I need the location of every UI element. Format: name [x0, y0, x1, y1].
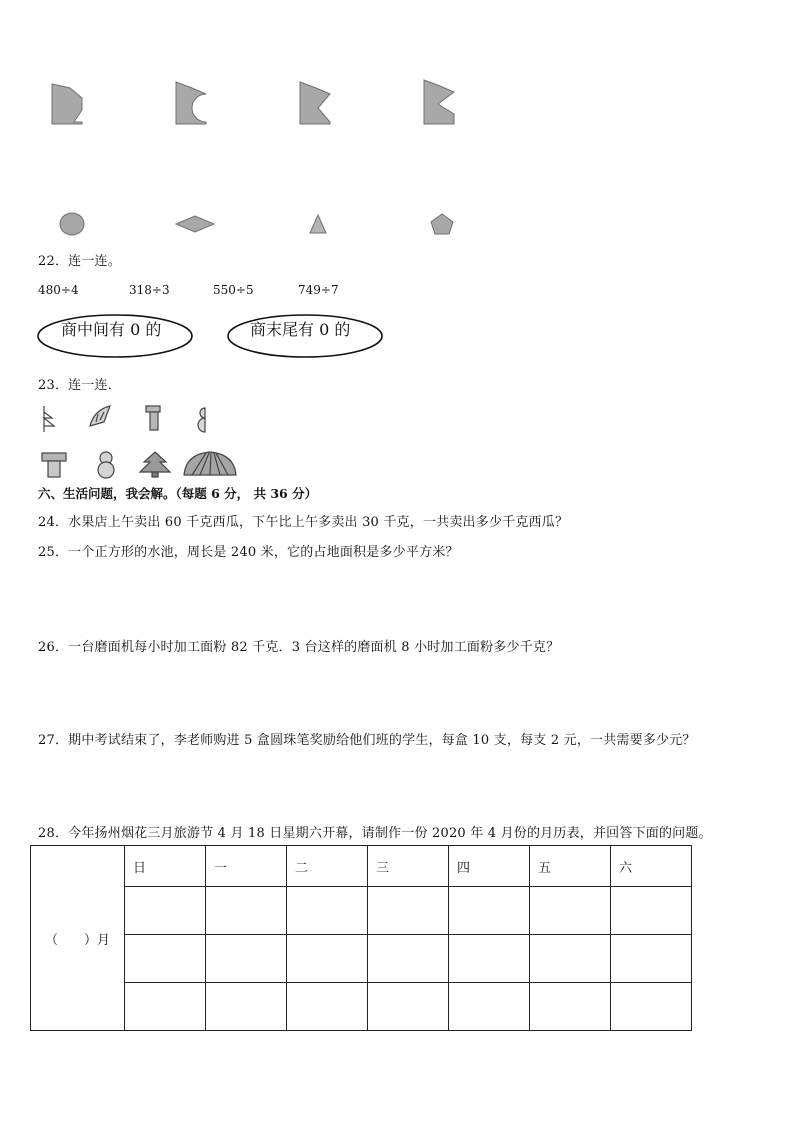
folded-shape-1 — [52, 84, 82, 124]
calendar-cell[interactable] — [287, 935, 368, 983]
weekday-fri: 五 — [530, 846, 611, 887]
calendar-cell[interactable] — [125, 983, 206, 1031]
month-label: （ ）月 — [31, 846, 125, 1031]
whole-shapes-row — [0, 448, 794, 488]
calendar-row — [31, 983, 692, 1031]
calendar-cell[interactable] — [125, 935, 206, 983]
section-6-title: 六、生活问题，我会解。（每题 6 分， 共 36 分） — [38, 486, 318, 501]
weekday-tue: 二 — [287, 846, 368, 887]
weekday-thu: 四 — [449, 846, 530, 887]
calendar-row — [31, 935, 692, 983]
calendar-cell[interactable] — [206, 983, 287, 1031]
calendar-cell[interactable] — [287, 887, 368, 935]
weekday-wed: 三 — [368, 846, 449, 887]
calendar-cell[interactable] — [611, 983, 692, 1031]
tree-icon — [140, 452, 170, 477]
rhombus-shape — [176, 216, 214, 232]
pentagon-shape — [431, 214, 453, 234]
snowman-icon — [98, 452, 114, 478]
circle-shape — [60, 213, 84, 235]
q22-title: 22．连一连。 — [38, 254, 121, 269]
half-tree-icon — [44, 406, 54, 432]
folded-shape-2 — [176, 82, 206, 124]
calendar-cell[interactable] — [611, 935, 692, 983]
q26-text: 26．一台磨面机每小时加工面粉 82 千克．3 台这样的磨面机 8 小时加工面粉多少千克？ — [38, 640, 560, 655]
calendar-cell[interactable] — [449, 887, 530, 935]
calendar-cell[interactable] — [449, 935, 530, 983]
calendar-cell[interactable] — [206, 935, 287, 983]
expression-4: 749÷7 — [298, 283, 339, 297]
calendar-cell[interactable] — [449, 983, 530, 1031]
folded-paper-shapes — [0, 70, 794, 210]
half-shapes-row — [0, 400, 794, 440]
umbrella-icon — [184, 452, 236, 475]
q25-text: 25．一个正方形的水池，周长是 240 米，它的占地面积是多少平方米？ — [38, 545, 459, 560]
oval-label-middle-zero: 商中间有 0 的 — [61, 320, 162, 339]
calendar-cell[interactable] — [368, 887, 449, 935]
calendar-cell[interactable] — [530, 983, 611, 1031]
weekday-mon: 一 — [206, 846, 287, 887]
half-mushroom-icon — [146, 406, 160, 430]
mushroom-icon — [42, 453, 66, 477]
calendar-cell[interactable] — [530, 935, 611, 983]
q23-title: 23．连一连． — [38, 378, 121, 393]
oval-label-end-zero: 商末尾有 0 的 — [250, 320, 351, 339]
expression-1: 480÷4 — [38, 283, 79, 297]
half-snowman-icon — [198, 408, 205, 432]
expression-3: 550÷5 — [213, 283, 254, 297]
half-umbrella-icon — [90, 406, 110, 426]
calendar-cell[interactable] — [368, 935, 449, 983]
q27-text: 27．期中考试结束了，李老师购进 5 盒圆珠笔奖励给他们班的学生，每盒 10 支，每支 2 元，一共需要多少元？ — [38, 733, 696, 748]
calendar-cell[interactable] — [125, 887, 206, 935]
weekday-sat: 六 — [611, 846, 692, 887]
calendar-cell[interactable] — [530, 887, 611, 935]
result-shapes — [0, 206, 794, 246]
calendar-table — [30, 845, 692, 1031]
expression-2: 318÷3 — [129, 283, 170, 297]
calendar-cell[interactable] — [611, 887, 692, 935]
q24-text: 24．水果店上午卖出 60 千克西瓜，下午比上午多卖出 30 千克，一共卖出多少千克西瓜？ — [38, 515, 569, 530]
q28-text: 28．今年扬州烟花三月旅游节 4 月 18 日星期六开幕，请制作一份 2020 年 4 月份的月历表，并回答下面的问题。 — [38, 826, 712, 841]
calendar-row — [31, 887, 692, 935]
weekday-sun: 日 — [125, 846, 206, 887]
calendar-cell[interactable] — [287, 983, 368, 1031]
folded-shape-4 — [424, 80, 454, 124]
calendar-cell[interactable] — [368, 983, 449, 1031]
folded-shape-3 — [300, 82, 330, 124]
calendar-cell[interactable] — [206, 887, 287, 935]
triangle-shape — [310, 215, 326, 233]
